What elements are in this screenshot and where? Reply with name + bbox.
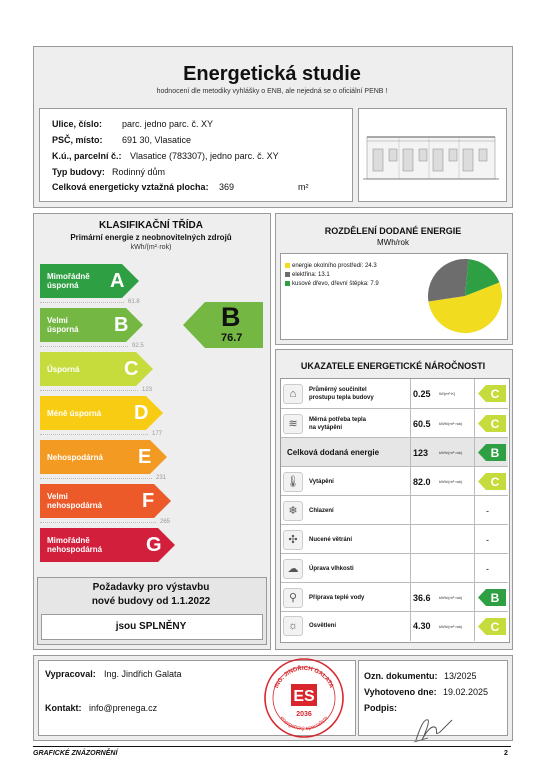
distribution-legend: [285, 261, 379, 288]
cooling-icon: ❄: [283, 501, 303, 521]
page-title: Energetická studie: [183, 63, 361, 85]
doc-value: 13/2025: [444, 671, 477, 681]
energy-class-limit: 123: [142, 387, 153, 393]
energy-class-name-line2: úsporná: [47, 281, 79, 290]
energy-class-limit-line: [40, 346, 128, 347]
stamp-mark: ES: [293, 688, 315, 705]
energy-class-arrow-a: [40, 264, 139, 298]
indicator-value: 123: [413, 447, 429, 458]
doc-label: Ozn. dokumentu:: [364, 671, 438, 681]
energy-class-name-line2: úsporná: [47, 325, 79, 334]
indicator-unit: W/(m²·K): [439, 391, 456, 396]
contact-label: Kontakt:: [45, 703, 82, 713]
area-label: Celková energeticky vztažná plocha:: [52, 182, 209, 192]
energy-class-arrow-c: [40, 352, 153, 386]
date-value: 19.02.2025: [443, 687, 489, 697]
indicator-name-line1: Vytápění: [309, 478, 334, 485]
energy-class-name: [47, 528, 102, 562]
distribution-unit: MWh/rok: [377, 238, 409, 247]
requirement-line-2: nové budovy od 1.1.2022: [91, 596, 211, 607]
energy-class-limit-line: [40, 478, 152, 479]
indicator-name: [309, 583, 409, 612]
indicator-class-letter: C: [490, 387, 500, 401]
footer-rule: [33, 746, 511, 747]
indicator-empty-mark: -: [486, 505, 489, 516]
stamp-number: 2036: [296, 711, 312, 718]
energy-class-limit: 177: [152, 431, 163, 437]
result-class-letter: B: [221, 302, 241, 332]
energy-class-letter: A: [110, 269, 125, 292]
indicator-empty-mark: -: [486, 534, 489, 545]
indicator-name-line1: Osvětlení: [309, 623, 337, 629]
street-value: parc. jedno parc. č. XY: [122, 119, 214, 129]
energy-class-limit-line: [40, 390, 138, 391]
indicator-class-arrow: [478, 473, 506, 490]
energy-class-name: [47, 264, 90, 298]
energy-class-arrow-tip: [136, 352, 153, 386]
area-value: 369: [219, 182, 235, 192]
indicators-divider-2: [474, 379, 475, 641]
energy-class-letter: G: [146, 533, 162, 556]
stamp-bottom-text: energetický specialista: [278, 715, 330, 733]
author-value: Ing. Jindřich Galata: [104, 669, 182, 679]
energy-class-name-line1: Úsporná: [47, 364, 80, 374]
energy-class-name: [47, 308, 79, 342]
legend-swatch: [285, 281, 290, 286]
energy-class-letter: E: [138, 445, 152, 468]
energy-class-name-line1: Velmi: [47, 492, 68, 501]
pie-slice-1: [428, 259, 469, 301]
indicator-class-arrow: [478, 618, 506, 635]
indicator-name: [309, 467, 409, 496]
result-arrow: [183, 302, 263, 348]
legend-swatch: [285, 272, 290, 277]
indicators-divider-1: [410, 379, 411, 641]
signature: [410, 710, 456, 746]
energy-class-limit: 61.8: [128, 299, 140, 305]
bulb-icon: ☼: [283, 616, 303, 636]
energy-class-limit-line: [40, 434, 148, 435]
indicator-name-line2: prostupu tepla budovy: [309, 394, 374, 401]
indicator-unit: kWh/(m²·rok): [439, 595, 463, 600]
energy-class-arrow-e: [40, 440, 167, 474]
legend-item: [285, 270, 379, 279]
indicator-empty-mark: -: [486, 563, 489, 574]
energy-class-arrow-tip: [154, 484, 171, 518]
classification-subheading: Primární energie z neobnovitelných zdrojů: [70, 233, 232, 242]
requirement-line-1: Požadavky pro výstavbu: [92, 582, 210, 593]
ku-value: Vlasatice (783307), jedno parc. č. XY: [130, 151, 279, 161]
building-image-box: [358, 108, 507, 202]
page-footer-label: GRAFICKÉ ZNÁZORNĚNÍ: [33, 750, 118, 757]
indicator-unit: kWh/(m²·rok): [439, 421, 463, 426]
indicator-name: [309, 554, 409, 583]
energy-class-name: [47, 440, 103, 474]
energy-class-letter: B: [114, 313, 129, 336]
indicator-value: 36.6: [413, 592, 431, 603]
ku-label: K.ú., parcelní č.:: [52, 151, 122, 161]
legend-label: kusové dřevo, dřevní štěpka: 7.9: [292, 280, 379, 287]
heat-icon: ≋: [283, 414, 303, 434]
energy-class-limit: 265: [160, 519, 171, 525]
indicator-unit: kWh/(m²·rok): [439, 479, 463, 484]
energy-class-name-line1: Méně úsporná: [47, 408, 102, 418]
energy-class-limit-line: [40, 302, 124, 303]
indicator-name-line1: Měrná potřeba tepla: [309, 416, 367, 423]
energy-class-arrow-g: [40, 528, 175, 562]
energy-class-arrow-b: [40, 308, 143, 342]
street-label: Ulice, číslo:: [52, 119, 103, 129]
energy-class-name: [47, 484, 102, 518]
indicator-class-arrow: [478, 589, 506, 606]
legend-item: [285, 261, 379, 270]
requirement-status: jsou SPLNĚNY: [115, 621, 187, 632]
distribution-heading: ROZDĚLENÍ DODANÉ ENERGIE: [324, 226, 462, 236]
indicator-name: [309, 496, 409, 525]
indicator-name: [309, 409, 409, 438]
indicator-name: [309, 379, 409, 408]
type-value: Rodinný dům: [112, 167, 166, 177]
energy-class-name-line1: Velmi: [47, 316, 68, 325]
energy-class-name-line2: nehospodárná: [47, 501, 103, 510]
building-elevation-drawing: [359, 109, 506, 201]
indicator-value: 0.25: [413, 388, 431, 399]
result-class-value: 76.7: [221, 332, 243, 344]
indicator-class-letter: C: [490, 619, 500, 634]
indicator-class-letter: C: [490, 475, 500, 489]
indicator-name: [287, 438, 387, 467]
indicator-name-line1: Nucené větrání: [309, 536, 353, 543]
indicators-heading: UKAZATELE ENERGETICKÉ NÁROČNOSTI: [300, 361, 486, 371]
energy-class-name-line2: nehospodárná: [47, 545, 103, 554]
stamp-top-text: ING. JINDŘICH GALATA: [273, 665, 335, 690]
page-number: 2: [504, 750, 508, 757]
psc-label: PSČ, místo:: [52, 135, 103, 145]
legend-label: energie okolního prostředí: 24.3: [292, 262, 377, 269]
indicator-name-line2: na vytápění: [309, 424, 343, 431]
indicator-name-line1: Chlazení: [309, 507, 334, 514]
indicator-class-arrow: [478, 444, 506, 461]
energy-class-arrow-tip: [122, 264, 139, 298]
page-subtitle: hodnocení dle metodiky vyhlášky o ENB, ale nejedná se o oficiální PENB !: [156, 88, 388, 95]
energy-class-arrow-tip: [146, 396, 163, 430]
indicator-value: 60.5: [413, 418, 431, 429]
area-unit: m²: [298, 182, 309, 192]
type-label: Typ budovy:: [52, 167, 105, 177]
indicator-unit: kWh/(m²·rok): [439, 623, 463, 629]
indicator-class-arrow: [478, 385, 506, 402]
indicator-class-arrow: [478, 415, 506, 432]
energy-class-limit-line: [40, 522, 156, 523]
indicator-class-letter: B: [490, 591, 500, 605]
classification-heading: KLASIFIKAČNÍ TŘÍDA: [99, 220, 203, 231]
indicator-name-line1: Celková dodaná energie: [287, 447, 380, 457]
energy-class-letter: F: [142, 489, 155, 512]
energy-class-arrow-f: [40, 484, 171, 518]
energy-class-name-line1: Nehospodárná: [47, 452, 104, 462]
legend-item: [285, 279, 379, 288]
indicator-value: 4.30: [413, 621, 431, 631]
energy-class-arrow-d: [40, 396, 163, 430]
indicator-name: [309, 612, 409, 640]
distribution-pie-chart: [427, 258, 503, 334]
energy-class-limit: 231: [156, 475, 167, 481]
date-label: Vyhotoveno dne:: [364, 687, 437, 697]
fan-icon: ✣: [283, 530, 303, 550]
sign-label: Podpis:: [364, 703, 397, 713]
energy-class-arrow-tip: [126, 308, 143, 342]
psc-value: 691 30, Vlasatice: [122, 135, 192, 145]
energy-class-letter: D: [134, 401, 149, 424]
indicator-class-letter: B: [490, 446, 500, 460]
indicator-name: [309, 525, 409, 554]
tap-icon: ⚲: [283, 588, 303, 608]
author-label: Vypracoval:: [45, 669, 96, 679]
energy-class-name: [47, 352, 79, 386]
energy-class-limit: 92.5: [132, 343, 144, 349]
indicator-name-line1: Příprava teplé vody: [309, 594, 365, 601]
specialist-stamp: [262, 656, 346, 740]
indicator-value: 82.0: [413, 476, 431, 487]
energy-class-name-line1: Mimořádně: [47, 272, 90, 281]
classification-unit: kWh/(m²·rok): [130, 244, 172, 251]
indicator-unit: kWh/(m²·rok): [439, 450, 463, 455]
humidity-icon: ☁: [283, 559, 303, 579]
energy-class-arrow-tip: [150, 440, 167, 474]
contact-value[interactable]: info@prenega.cz: [89, 703, 158, 713]
energy-class-name: [47, 396, 101, 430]
indicator-name-line1: Průměrný součinitel: [309, 386, 367, 393]
house-icon: ⌂: [283, 384, 303, 404]
indicator-class-letter: C: [490, 417, 500, 431]
legend-label: elektřina: 13.1: [292, 271, 330, 278]
indicator-name-line1: Úprava vlhkosti: [309, 565, 354, 572]
energy-class-letter: C: [124, 357, 139, 380]
legend-swatch: [285, 263, 290, 268]
thermometer-icon: 🌡: [283, 472, 303, 492]
energy-class-name-line1: Mimořádně: [47, 536, 90, 545]
